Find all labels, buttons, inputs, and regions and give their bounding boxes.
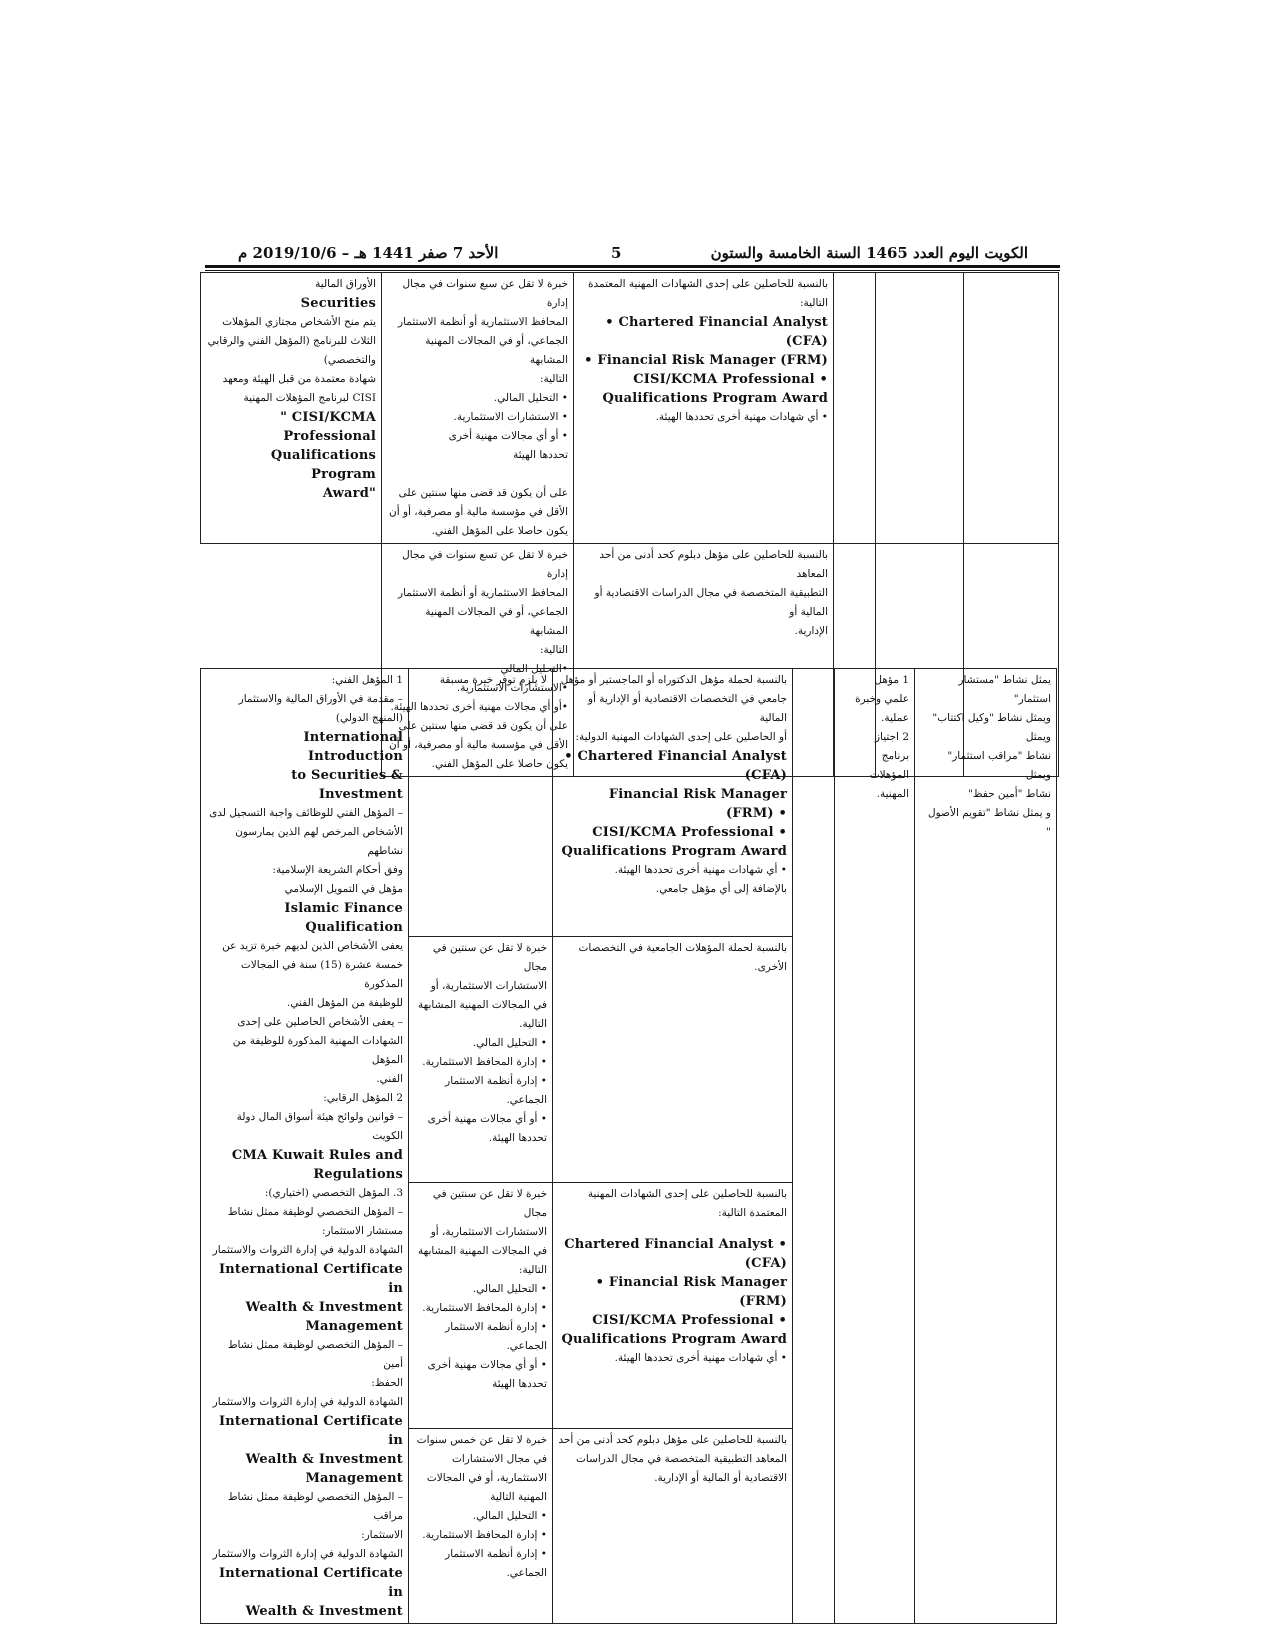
program-line-en: Wealth & Investment bbox=[245, 1300, 403, 1315]
certificate-en: • Chartered Financial Analyst (CFA) bbox=[605, 315, 828, 349]
experience-text: • أو أي مجالات مهنية أخرى bbox=[427, 1112, 547, 1125]
program-line: – المؤهل التخصصي لوظيفة ممثل نشاط bbox=[227, 1206, 403, 1218]
program-line: – مقدمة في الأوراق المالية والاستثمار bbox=[238, 693, 403, 705]
experience-cell bbox=[409, 1182, 553, 1428]
experience-text: خبرة لا تقل عن سنتين في مجال bbox=[432, 941, 547, 973]
activity-text: و يمثل نشاط "تقويم الأصول " bbox=[927, 807, 1051, 838]
program-text: والتخصصي) bbox=[323, 354, 376, 366]
program-line: الأشخاص المرخص لهم الذين يمارسون نشاطهم bbox=[235, 826, 403, 857]
experience-text: على أن يكون قد قضى منها سنتين على bbox=[398, 720, 568, 732]
program-line: 2 المؤهل الرقابي: bbox=[323, 1092, 403, 1104]
requirement-text: علمي وخبرة bbox=[855, 693, 909, 705]
program-line-en: International Certificate in bbox=[218, 1414, 403, 1448]
program-line-en: International Introduction bbox=[303, 730, 403, 764]
program-line-en: Islamic Finance bbox=[284, 901, 403, 916]
program-line-en: International Certificate in bbox=[218, 1262, 403, 1296]
experience-text: خبرة لا تقل عن تسع سنوات في مجال إدارة bbox=[402, 549, 568, 580]
experience-text: الجماعي، أو في المجالات المهنية المشابهة bbox=[425, 335, 568, 366]
condition-text: • أي شهادات مهنية أخرى تحددها الهيئة. bbox=[655, 411, 828, 423]
experience-text: • إدارة أنظمة الاستثمار bbox=[445, 1547, 547, 1560]
program-line: وفق أحكام الشريعة الإسلامية: bbox=[272, 864, 403, 876]
activity-text: يمثل نشاط "مستشار استثمار" bbox=[958, 674, 1051, 705]
experience-text: لا يلزم توفر خبرة مسبقة bbox=[439, 674, 547, 686]
securities-en: Securities bbox=[300, 296, 376, 311]
experience-text: الجماعي. bbox=[506, 1339, 547, 1352]
experience-text: تحددها الهيئة bbox=[492, 1377, 547, 1390]
program-text: CISI لبرنامج المؤهلات المهنية bbox=[243, 392, 376, 404]
condition-text: بالنسبة للحاصلين على إحدى الشهادات المهنية bbox=[587, 1187, 787, 1200]
certificate-en: CISI/KCMA Professional • bbox=[592, 825, 787, 840]
condition-cell bbox=[574, 273, 834, 544]
condition-cell bbox=[553, 936, 793, 1182]
experience-cell bbox=[409, 936, 553, 1182]
condition-text: بالإضافة إلى أي مؤهل جامعي. bbox=[655, 883, 787, 895]
page-number: 5 bbox=[611, 244, 622, 262]
program-line: يعفى الأشخاص الذين لديهم خبرة تزيد عن bbox=[222, 940, 403, 952]
requirement-text: برنامج bbox=[881, 750, 909, 762]
page-header bbox=[238, 240, 1028, 266]
certificate-en: CISI/KCMA Professional • bbox=[633, 372, 828, 387]
condition-text: التطبيقية المتخصصة في مجال الدراسات الاقتصادية أو المالية أو bbox=[594, 587, 828, 618]
requirement-text: 2 اجتياز bbox=[874, 731, 909, 743]
condition-text: بالنسبة للحاصلين على مؤهل دبلوم كحد أدنى من أحد bbox=[558, 1433, 787, 1446]
program-line: الاستثمار: bbox=[361, 1529, 403, 1541]
certificate-en: • Financial Risk Manager (FRM) bbox=[595, 1274, 787, 1309]
condition-cell bbox=[553, 1428, 793, 1623]
program-line-en: to Securities & Investment bbox=[291, 768, 403, 802]
experience-text: •الاستشارات الاستثمارية. bbox=[456, 682, 568, 694]
experience-cell bbox=[382, 273, 574, 544]
requirement-text: المؤهلات bbox=[869, 769, 909, 781]
program-text: الثلاث للبرنامج (المؤهل الفني والرقابي bbox=[207, 335, 376, 347]
experience-text: تحددها الهيئة bbox=[513, 449, 568, 461]
condition-text: الأخرى. bbox=[754, 960, 787, 973]
experience-text: • التحليل المالي. bbox=[472, 1282, 547, 1295]
program-line: خمسة عشرة (15) سنة في المجالات المذكورة bbox=[240, 959, 403, 990]
condition-text: المعتمدة التالية: bbox=[718, 1206, 787, 1219]
program-line-en: CMA Kuwait Rules and bbox=[231, 1148, 403, 1163]
experience-text: خبرة لا تقل عن سبع سنوات في مجال إدارة bbox=[402, 278, 568, 309]
certificate-en: Qualifications Program Award bbox=[561, 844, 787, 859]
empty-cell bbox=[834, 273, 876, 544]
header-rule bbox=[205, 265, 1060, 268]
program-line: الفني. bbox=[376, 1073, 403, 1085]
program-text: يتم منح الأشخاص مجتازي المؤهلات bbox=[222, 316, 376, 328]
experience-text: • التحليل المالي. bbox=[472, 1036, 547, 1049]
condition-text: بالنسبة لحملة المؤهلات الجامعية في التخصصات bbox=[578, 941, 787, 954]
experience-text: •التحليل المالي bbox=[500, 663, 568, 675]
program-line: الشهادات المهنية المذكورة للوظيفة من المؤهل bbox=[232, 1035, 403, 1066]
program-line: – المؤهل التخصصي لوظيفة ممثل نشاط مراقب bbox=[227, 1491, 403, 1522]
condition-text: بالنسبة لحملة مؤهل الدكتوراه أو الماجستير أو مؤهل bbox=[560, 674, 787, 686]
certificate-en: Qualifications Program Award bbox=[561, 1331, 787, 1347]
empty-cell bbox=[793, 669, 835, 1624]
gazette-issue: الكويت اليوم العدد 1465 السنة الخامسة والستون bbox=[710, 244, 1028, 262]
empty-cell bbox=[876, 273, 964, 544]
experience-text: التالية: bbox=[539, 373, 568, 385]
activity-cell bbox=[915, 669, 1057, 1624]
experience-text: الاستثمارية، أو في المجالات bbox=[426, 1471, 547, 1484]
condition-text: الإدارية. bbox=[794, 625, 828, 637]
activity-text: ويمثل نشاط "وكيل اكتتاب" ويمثل bbox=[932, 712, 1051, 743]
experience-text: • الاستشارات الاستثمارية. bbox=[453, 411, 568, 423]
program-line: – قوانين ولوائح هيئة أسواق المال دولة الكويت bbox=[236, 1111, 403, 1142]
condition-cell bbox=[553, 1182, 793, 1428]
condition-text: بالنسبة للحاصلين على إحدى الشهادات المهنية المعتمدة bbox=[587, 278, 828, 290]
requirement-cell bbox=[835, 669, 915, 1624]
requirement-text: عملية. bbox=[881, 712, 909, 724]
lower-table bbox=[200, 668, 1057, 1624]
experience-text: التالية: bbox=[539, 644, 568, 656]
program-line: مستشار الاستثمار: bbox=[321, 1225, 403, 1237]
experience-cell bbox=[409, 1428, 553, 1623]
experience-text: الجماعي، أو في المجالات المهنية المشابهة bbox=[425, 606, 568, 637]
experience-text: في مجال الاستشارات bbox=[452, 1452, 547, 1465]
condition-text: التالية: bbox=[799, 297, 828, 309]
experience-text: الأقل في مؤسسة مالية أو مصرفية، أو أن bbox=[388, 739, 568, 751]
experience-text: • التحليل المالي. bbox=[472, 1509, 547, 1522]
program-line: الشهادة الدولية في إدارة الثروات والاستثمار bbox=[212, 1548, 403, 1560]
experience-text: الأقل في مؤسسة مالية أو مصرفية، أو أن bbox=[388, 506, 568, 518]
experience-text: في المجالات المهنية المشابهة bbox=[418, 1244, 547, 1257]
experience-text: تحددها الهيئة. bbox=[488, 1131, 547, 1144]
experience-text: الجماعي. bbox=[506, 1566, 547, 1579]
experience-text: خبرة لا تقل عن خمس سنوات bbox=[416, 1433, 547, 1446]
experience-text: • أو أي مجالات مهنية أخرى bbox=[427, 1358, 547, 1371]
program-line-en: Management bbox=[305, 1471, 403, 1486]
activity-text: نشاط "أمين حفظ" bbox=[967, 788, 1051, 800]
header-rule-thin bbox=[205, 270, 1060, 271]
certificate-en: Qualifications Program Award bbox=[602, 391, 828, 406]
program-award-en: Professional bbox=[283, 429, 376, 444]
securities-label: الأوراق المالية bbox=[315, 278, 376, 290]
program-text: شهادة معتمدة من قبل الهيئة ومعهد bbox=[222, 373, 376, 385]
experience-text bbox=[387, 465, 568, 484]
experience-text: التالية. bbox=[519, 1017, 547, 1030]
program-line: (المنهج الدولي) bbox=[335, 712, 403, 724]
certificate-en: • Financial Risk Manager (FRM) bbox=[584, 353, 828, 368]
program-line-en: Qualification bbox=[305, 920, 403, 935]
program-line-en: Management bbox=[305, 1319, 403, 1334]
experience-text: • إدارة المحافظ الاستثمارية. bbox=[422, 1301, 547, 1314]
experience-cell bbox=[409, 669, 553, 937]
experience-text: • التحليل المالي. bbox=[493, 392, 568, 404]
experience-text: التالية: bbox=[518, 1263, 547, 1276]
requirement-text: المهنية. bbox=[876, 788, 909, 800]
experience-text: • إدارة أنظمة الاستثمار bbox=[445, 1074, 547, 1087]
certificate-en: • Chartered Financial Analyst bbox=[564, 749, 787, 764]
experience-text: المحافظ الاستثمارية أو أنظمة الاستثمار bbox=[398, 587, 568, 599]
experience-text: خبرة لا تقل عن سنتين في مجال bbox=[432, 1187, 547, 1219]
condition-text bbox=[558, 1223, 787, 1235]
program-award-en: Qualifications Program bbox=[270, 448, 376, 482]
experience-text: • أو أي مجالات مهنية أخرى bbox=[448, 430, 568, 442]
program-line-en: Wealth & Investment bbox=[245, 1604, 403, 1619]
experience-text: يكون حاصلا على المؤهل الفني. bbox=[431, 525, 568, 537]
program-line: الحفظ: bbox=[371, 1377, 403, 1389]
condition-text: • أي شهادات مهنية أخرى تحددها الهيئة. bbox=[614, 864, 787, 876]
program-line: للوظيفة من المؤهل الفني. bbox=[287, 997, 403, 1009]
program-line: 3. المؤهل التخصصي (اختياري): bbox=[264, 1187, 403, 1199]
experience-text: • إدارة المحافظ الاستثمارية. bbox=[422, 1055, 547, 1068]
condition-text: جامعي في التخصصات الاقتصادية أو الإدارية أو المالية bbox=[587, 693, 787, 724]
certificate-en: CISI/KCMA Professional • bbox=[592, 1312, 787, 1328]
experience-text: الاستشارات الاستثمارية، أو bbox=[430, 979, 547, 992]
condition-text: أو الحاصلين على إحدى الشهادات المهنية الدولية: bbox=[575, 731, 787, 743]
program-line: – يعفى الأشخاص الحاصلين على إحدى bbox=[237, 1016, 403, 1028]
experience-text: • إدارة المحافظ الاستثمارية. bbox=[422, 1528, 547, 1541]
condition-cell bbox=[553, 669, 793, 937]
experience-text: الاستشارات الاستثمارية، أو bbox=[430, 1225, 547, 1238]
empty-cell bbox=[964, 273, 1059, 544]
issue-date: الأحد 7 صفر 1441 هـ – 2019/10/6 م bbox=[238, 244, 499, 262]
program-line: – المؤهل التخصصي لوظيفة ممثل نشاط أمين bbox=[227, 1339, 403, 1370]
experience-text: المهنية التالية bbox=[490, 1490, 547, 1503]
program-line-en: International Certificate in bbox=[218, 1566, 403, 1600]
condition-text: بالنسبة للحاصلين على مؤهل دبلوم كحد أدنى من أحد المعاهد bbox=[599, 549, 828, 580]
program-line: – المؤهل الفني للوظائف واجبة التسجيل لدى bbox=[209, 807, 403, 819]
certificate-en: Chartered Financial Analyst • bbox=[564, 1236, 787, 1252]
condition-text: • أي شهادات مهنية أخرى تحددها الهيئة. bbox=[614, 1351, 787, 1364]
program-line: مؤهل في التمويل الإسلامي bbox=[284, 883, 403, 895]
program-line: الشهادة الدولية في إدارة الثروات والاستثمار bbox=[212, 1244, 403, 1256]
experience-text: في المجالات المهنية المشابهة bbox=[418, 998, 547, 1011]
program-line: الشهادة الدولية في إدارة الثروات والاستثمار bbox=[212, 1396, 403, 1408]
certificate-en: (CFA) bbox=[744, 768, 787, 783]
program-line-en: Wealth & Investment bbox=[245, 1452, 403, 1467]
program-line-en: Regulations bbox=[313, 1167, 403, 1182]
activity-text: نشاط "مراقب استثمار" ويمثل bbox=[947, 750, 1051, 781]
experience-text: يكون حاصلا على المؤهل الفني. bbox=[431, 758, 568, 770]
certificate-en: (CFA) bbox=[744, 1255, 787, 1271]
condition-text: المعاهد التطبيقية المتخصصة في مجال الدراسات bbox=[575, 1452, 787, 1465]
certificate-en: Financial Risk Manager (FRM) • bbox=[608, 787, 787, 821]
condition-text: الاقتصادية أو المالية أو الإدارية. bbox=[654, 1471, 787, 1484]
program-line: 1 المؤهل الفني: bbox=[331, 674, 403, 686]
qualification-program-cell bbox=[201, 273, 382, 544]
program-award-en: " CISI/KCMA bbox=[280, 410, 376, 425]
experience-text: الجماعي. bbox=[506, 1093, 547, 1106]
experience-text: •أو أي مجالات مهنية أخرى تحددها الهيئة. bbox=[390, 701, 568, 713]
qualification-program-cell bbox=[201, 669, 409, 1624]
program-award-en: Award" bbox=[322, 486, 376, 501]
requirement-text: 1 مؤهل bbox=[874, 674, 909, 686]
experience-text: المحافظ الاستثمارية أو أنظمة الاستثمار bbox=[398, 316, 568, 328]
experience-text: على أن يكون قد قضى منها سنتين على bbox=[398, 487, 568, 499]
experience-text: • إدارة أنظمة الاستثمار bbox=[445, 1320, 547, 1333]
